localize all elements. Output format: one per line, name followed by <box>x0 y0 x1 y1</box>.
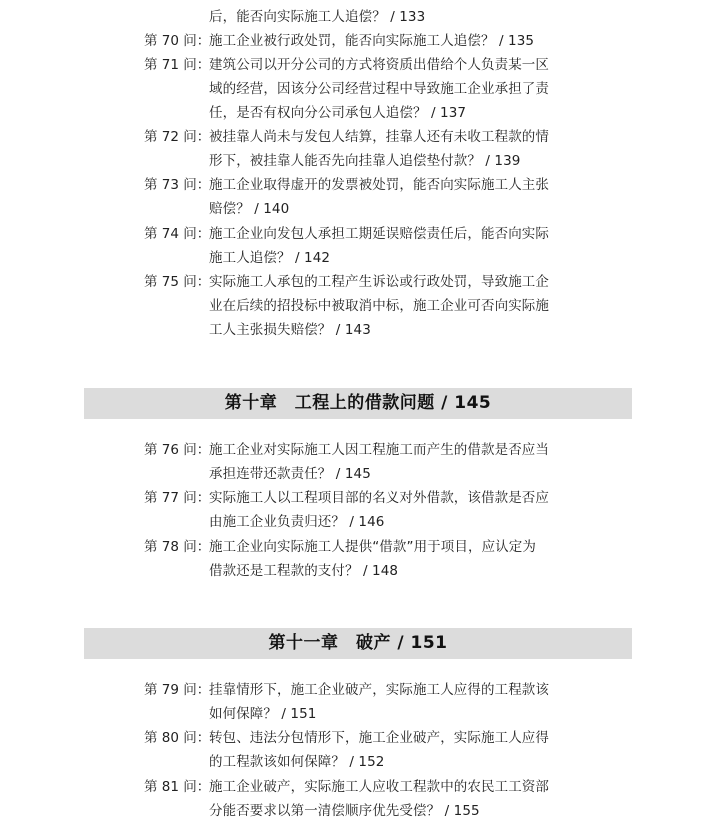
toc-entry-continued-line: 后，能否向实际施工人追偿？ / 133 <box>209 9 426 25</box>
question-text-line: 如何保障？ / 151 <box>209 706 317 722</box>
question-text-line: 转包、违法分包情形下，施工企业破产，实际施工人应得 <box>209 730 549 746</box>
question-text-line: 形下，被挂靠人能否先向挂靠人追偿垫付款？ / 139 <box>209 153 521 169</box>
question-text-line: 实际施工人承包的工程产生诉讼或行政处罚，导致施工企 <box>209 274 549 290</box>
question-number: 第 71 问： <box>144 57 211 73</box>
chapter-title: 第十章 工程上的借款问题 / 145 <box>224 393 492 413</box>
question-text-line: 施工企业取得虚开的发票被处罚，能否向实际施工人主张 <box>209 177 549 193</box>
chapter-title: 第十一章 破产 / 151 <box>268 633 448 653</box>
question-number: 第 72 问： <box>144 129 211 145</box>
question-number: 第 79 问： <box>144 682 211 698</box>
question-number: 第 76 问： <box>144 442 211 458</box>
question-number: 第 77 问： <box>144 490 211 506</box>
question-text-line: 域的经营，因该分公司经营过程中导致施工企业承担了责 <box>209 81 549 97</box>
question-number: 第 74 问： <box>144 226 211 242</box>
chapter-heading-10 <box>84 388 632 419</box>
question-text-line: 由施工企业负责归还？ / 146 <box>209 514 385 530</box>
question-text-line: 施工企业向实际施工人提供“借款”用于项目，应认定为 <box>209 539 536 555</box>
question-text-line: 施工人追偿？ / 142 <box>209 250 331 266</box>
question-number: 第 73 问： <box>144 177 211 193</box>
question-text-line: 承担连带还款责任？ / 145 <box>209 466 371 482</box>
question-text-line: 赔偿？ / 140 <box>209 201 290 217</box>
question-text-line: 分能否要求以第一清偿顺序优先受偿？ / 155 <box>209 803 480 819</box>
question-number: 第 80 问： <box>144 730 211 746</box>
question-text-line: 的工程款该如何保障？ / 152 <box>209 754 385 770</box>
question-text-line: 被挂靠人尚未与发包人结算，挂靠人还有未收工程款的情 <box>209 129 549 145</box>
question-text-line: 建筑公司以开分公司的方式将资质出借给个人负责某一区 <box>209 57 549 73</box>
question-text-line: 借款还是工程款的支付？ / 148 <box>209 563 399 579</box>
question-text-line: 挂靠情形下，施工企业破产，实际施工人应得的工程款该 <box>209 682 549 698</box>
question-number: 第 70 问： <box>144 33 211 49</box>
question-text-line: 施工企业被行政处罚，能否向实际施工人追偿？ / 135 <box>209 33 535 49</box>
chapter-heading-11 <box>84 628 632 659</box>
question-text-line: 施工企业向发包人承担工期延误赔偿责任后，能否向实际 <box>209 226 549 242</box>
question-text-line: 施工企业对实际施工人因工程施工而产生的借款是否应当 <box>209 442 549 458</box>
question-text-line: 业在后续的招投标中被取消中标，施工企业可否向实际施 <box>209 298 549 314</box>
question-text-line: 施工企业破产，实际施工人应收工程款中的农民工工资部 <box>209 779 549 795</box>
question-text-line: 工人主张损失赔偿？ / 143 <box>209 322 371 338</box>
question-number: 第 78 问： <box>144 539 211 555</box>
question-text-line: 任，是否有权向分公司承包人追偿？ / 137 <box>209 105 467 121</box>
question-number: 第 75 问： <box>144 274 211 290</box>
question-number: 第 81 问： <box>144 779 211 795</box>
question-text-line: 实际施工人以工程项目部的名义对外借款，该借款是否应 <box>209 490 549 506</box>
